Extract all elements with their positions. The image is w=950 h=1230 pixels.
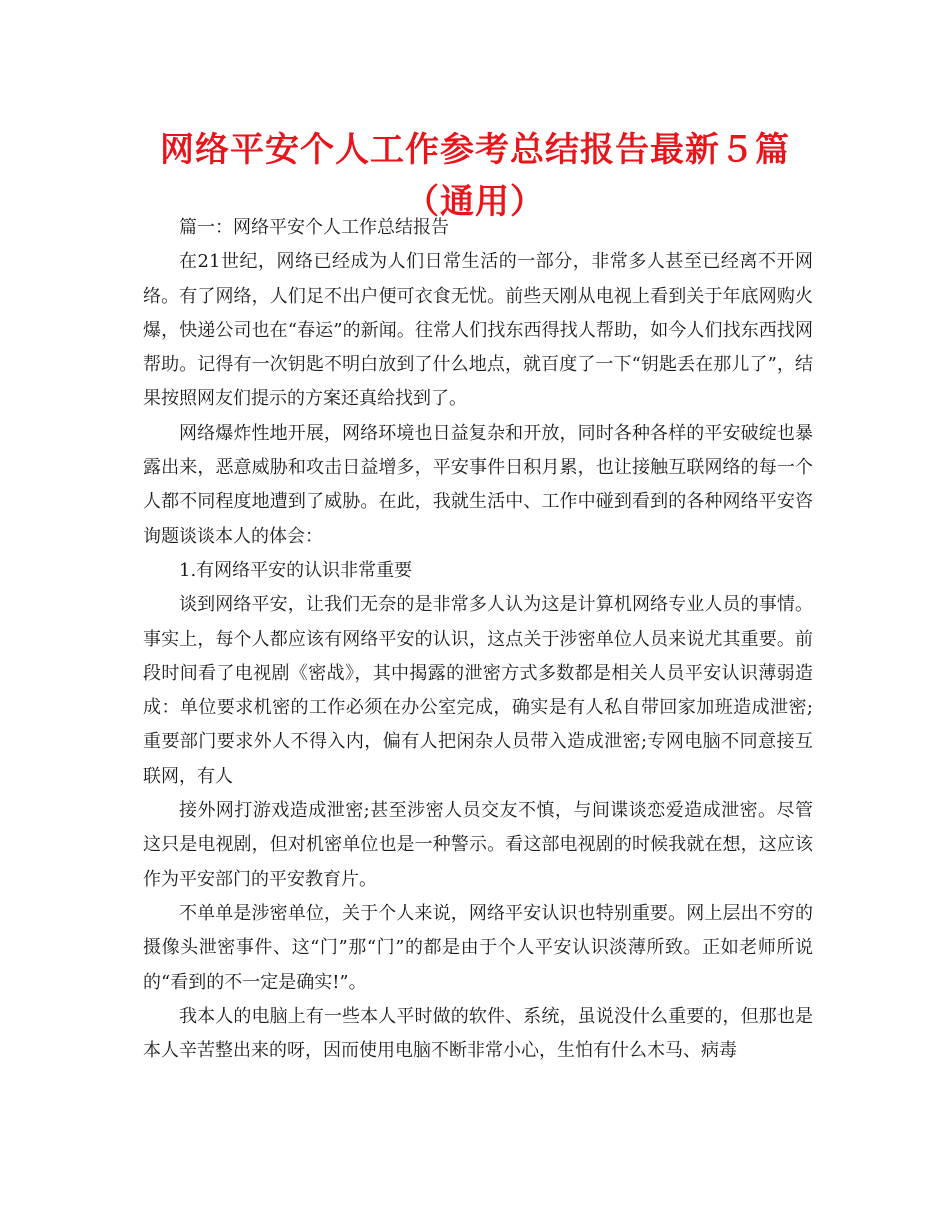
paragraph: 接外网打游戏造成泄密;甚至涉密人员交友不慎，与间谍谈恋爱造成泄密。尽管这只是电视剧，但对机密单位也是一种警示。看这部电视剧的时候我就在想，这应该作为平安部门的平安教育片。 (143, 800, 813, 890)
paragraph: 我本人的电脑上有一些本人平时做的软件、系统，虽说没什么重要的，但那也是本人辛苦整出来的呀，因而使用电脑不断非常小心，生怕有什么木马、病毒 (143, 1005, 813, 1062)
subheading: 1.有网络平安的认识非常重要 (179, 559, 413, 581)
section-heading: 篇一：网络平安个人工作总结报告 (179, 217, 449, 238)
paragraph: 不单单是涉密单位，关于个人来说，网络平安认识也特别重要。网上层出不穷的摄像头泄密事件、这“门”那“门”的都是由于个人平安认识淡薄所致。正如老师所说的“看到的不一定是确实!”。 (143, 902, 813, 993)
paragraph: 谈到网络平安，让我们无奈的是非常多人认为这是计算机网络专业人员的事情。事实上，每个人都应该有网络平安的认识，这点关于涉密单位人员来说尤其重要。前段时间看了电视剧《密战》，其中揭露的泄密方式多数都是相关人员平安认识薄弱造成：单位要求机密的工作必须在办公室完成，确实是有人私自带回家加班造成泄密;重要部门要求外人不得入内，偏有人把闲杂人员带入造成泄密;专网电脑不同意接互联网，有人 (143, 594, 813, 787)
paragraph: 网络爆炸性地开展，网络环境也日益复杂和开放，同时各种各样的平安破绽也暴露出来，恶意威胁和攻击日益增多，平安事件日积月累，也让接触互联网络的每一个人都不同程度地遭到了威胁。在此，我就生活中、工作中碰到看到的各种网络平安咨询题谈谈本人的体会： (143, 422, 813, 547)
document-title: 网络平安个人工作参考总结报告最新５篇（通用） (160, 130, 790, 222)
document-body (143, 211, 813, 1068)
paragraph: 在21世纪，网络已经成为人们日常生活的一部分，非常多人甚至已经离不开网络。有了网络，人们足不出户便可衣食无忧。前些天刚从电视上看到关于年底网购火爆，快递公司也在“春运”的新闻。往常人们找东西得找人帮助，如今人们找东西找网帮助。记得有一次钥匙不明白放到了什么地点，就百度了一下“钥匙丢在那儿了”，结果按照网友们提示的方案还真给找到了。 (143, 251, 813, 410)
